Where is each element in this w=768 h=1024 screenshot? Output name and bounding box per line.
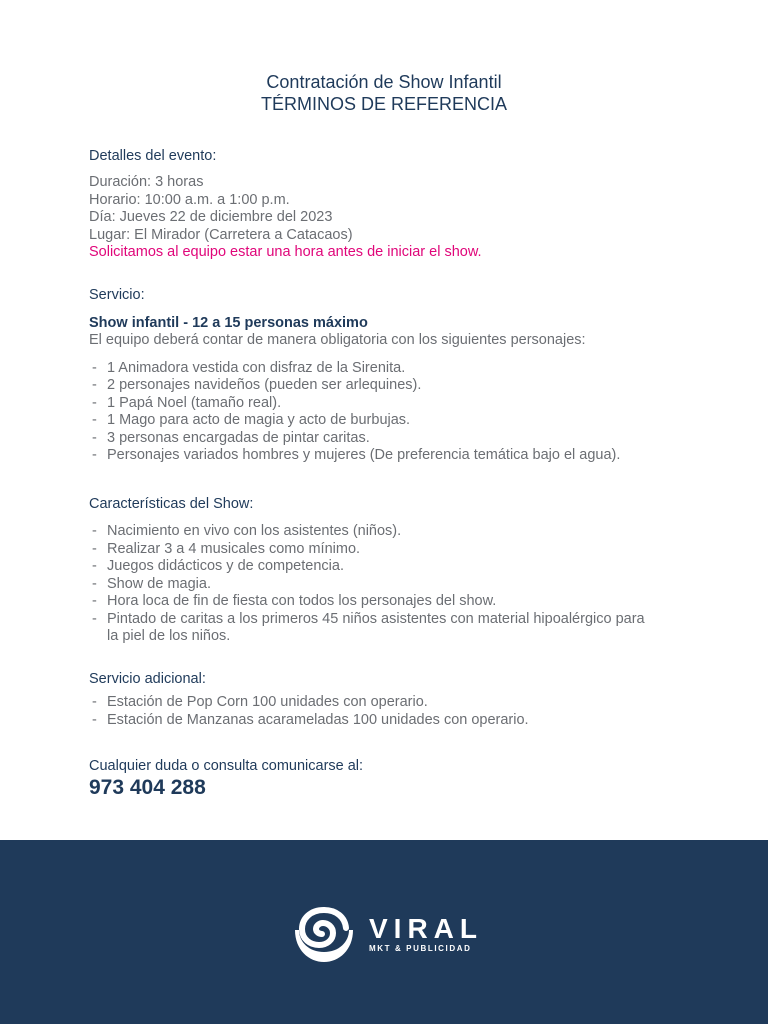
brand-logo — [293, 904, 493, 968]
list-item: - Juegos didácticos y de competencia. — [89, 558, 689, 576]
list-item: - Realizar 3 a 4 musicales como mínimo. — [89, 541, 689, 559]
service-heading: Servicio: — [89, 287, 145, 303]
features-list — [89, 523, 689, 646]
features-heading: Características del Show: — [89, 496, 254, 512]
list-item: - Show de magia. — [89, 576, 689, 594]
event-details-heading: Detalles del evento: — [89, 148, 217, 164]
additional-list — [89, 694, 689, 729]
event-schedule: Horario: 10:00 a.m. a 1:00 p.m. — [89, 191, 290, 208]
event-details-section — [89, 147, 689, 262]
list-item: - Pintado de caritas a los primeros 45 niños asistentes con material hipoalérgico para la piel de los niños. — [89, 611, 655, 646]
service-title: Show infantil - 12 a 15 personas máximo — [89, 315, 368, 331]
list-item: - 1 Mago para acto de magia y acto de burbujas. — [89, 412, 689, 430]
document-title: Contratación de Show Infantil — [266, 72, 502, 92]
event-date: Día: Jueves 22 de diciembre del 2023 — [89, 209, 333, 225]
list-item: - Estación de Manzanas acarameladas 100 unidades con operario. — [89, 712, 689, 730]
footer-band — [0, 840, 768, 1024]
list-item: - Personajes variados hombres y mujeres (De preferencia temática bajo el agua). — [89, 447, 689, 465]
service-description: El equipo deberá contar de manera obligatoria con los siguientes personajes: — [89, 332, 586, 348]
list-item: - 2 personajes navideños (pueden ser arlequines). — [89, 377, 689, 395]
brand-tagline: MKT & PUBLICIDAD — [369, 944, 472, 953]
list-item: - Nacimiento en vivo con los asistentes (niños). — [89, 523, 689, 541]
spiral-icon — [293, 904, 355, 966]
contact-section — [89, 757, 689, 801]
event-duration: Duración: 3 horas — [89, 174, 204, 190]
event-place: Lugar: El Mirador (Carretera a Catacaos) — [89, 226, 353, 243]
list-item: - Estación de Pop Corn 100 unidades con operario. — [89, 694, 689, 712]
list-item: - Hora loca de fin de fiesta con todos los personajes del show. — [89, 593, 689, 611]
document-subtitle: TÉRMINOS DE REFERENCIA — [260, 94, 508, 114]
service-section — [89, 286, 689, 465]
brand-name: VIRAL — [369, 913, 483, 944]
characters-list — [89, 360, 689, 465]
features-section — [89, 495, 689, 646]
list-item: - 1 Papá Noel (tamaño real). — [89, 395, 689, 413]
event-notice: Solicitamos al equipo estar una hora antes de iniciar el show. — [89, 244, 482, 260]
additional-heading: Servicio adicional: — [89, 671, 206, 687]
additional-service-section — [89, 670, 689, 729]
contact-phone: 973 404 288 — [89, 776, 206, 799]
list-item: - 3 personas encargadas de pintar caritas. — [89, 430, 689, 448]
list-item: - 1 Animadora vestida con disfraz de la Sirenita. — [89, 360, 689, 378]
contact-label: Cualquier duda o consulta comunicarse al: — [89, 758, 364, 774]
